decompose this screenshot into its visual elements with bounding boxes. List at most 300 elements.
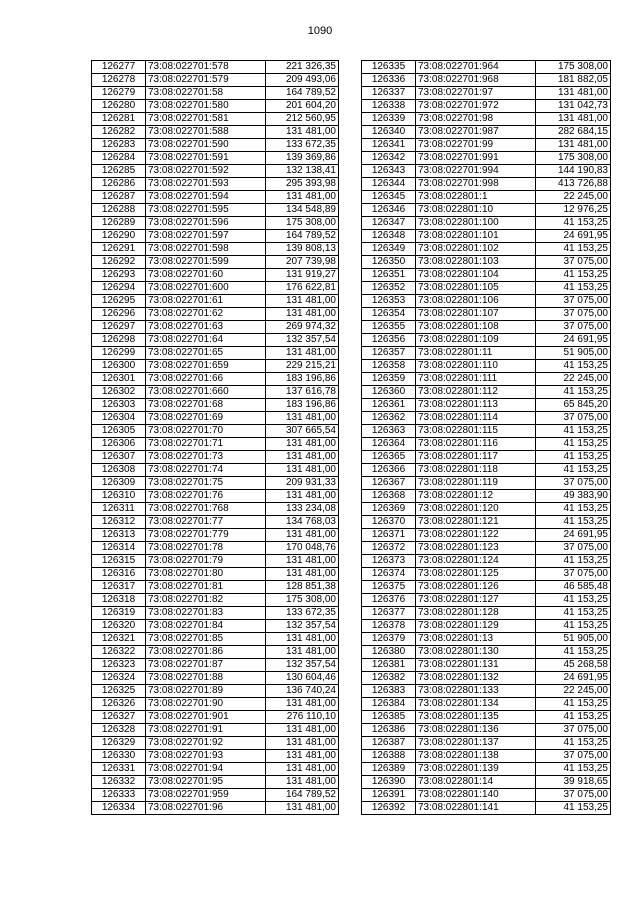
cadastral-number: 73:08:022701:594 — [146, 191, 266, 204]
cadastral-value: 41 153,25 — [536, 737, 611, 750]
table-row — [362, 438, 611, 451]
table-row — [362, 711, 611, 724]
table-row — [92, 308, 339, 321]
table-row — [362, 594, 611, 607]
table-row — [362, 607, 611, 620]
table-row — [362, 87, 611, 100]
cadastral-value: 41 153,25 — [536, 555, 611, 568]
table-row — [362, 776, 611, 789]
row-number: 126285 — [92, 165, 146, 178]
cadastral-number: 73:08:022701:82 — [146, 594, 266, 607]
row-number: 126338 — [362, 100, 416, 113]
cadastral-value: 131 481,00 — [266, 737, 339, 750]
cadastral-number: 73:08:022801:121 — [416, 516, 536, 529]
cadastral-value: 175 308,00 — [536, 152, 611, 165]
cadastral-number: 73:08:022801:138 — [416, 750, 536, 763]
row-number: 126303 — [92, 399, 146, 412]
cadastral-number: 73:08:022801:116 — [416, 438, 536, 451]
cadastral-value: 131 481,00 — [266, 308, 339, 321]
cadastral-value: 24 691,95 — [536, 230, 611, 243]
cadastral-number: 73:08:022701:968 — [416, 74, 536, 87]
row-number: 126380 — [362, 646, 416, 659]
table-row — [92, 659, 339, 672]
cadastral-number: 73:08:022701:901 — [146, 711, 266, 724]
row-number: 126370 — [362, 516, 416, 529]
table-row — [92, 711, 339, 724]
cadastral-number: 73:08:022701:76 — [146, 490, 266, 503]
row-number: 126278 — [92, 74, 146, 87]
table-row — [92, 243, 339, 256]
row-number: 126318 — [92, 594, 146, 607]
cadastral-number: 73:08:022701:591 — [146, 152, 266, 165]
row-number: 126372 — [362, 542, 416, 555]
table-row — [92, 789, 339, 802]
cadastral-value: 131 481,00 — [266, 698, 339, 711]
row-number: 126378 — [362, 620, 416, 633]
row-number: 126353 — [362, 295, 416, 308]
cadastral-number: 73:08:022701:595 — [146, 204, 266, 217]
cadastral-value: 131 481,00 — [266, 568, 339, 581]
row-number: 126349 — [362, 243, 416, 256]
table-row — [362, 503, 611, 516]
table-row — [362, 334, 611, 347]
cadastral-number: 73:08:022701:596 — [146, 217, 266, 230]
cadastral-number: 73:08:022701:597 — [146, 230, 266, 243]
cadastral-number: 73:08:022701:83 — [146, 607, 266, 620]
table-row — [92, 74, 339, 87]
row-number: 126368 — [362, 490, 416, 503]
cadastral-value: 139 369,86 — [266, 152, 339, 165]
cadastral-value: 24 691,95 — [536, 529, 611, 542]
cadastral-number: 73:08:022701:70 — [146, 425, 266, 438]
cadastral-value: 131 481,00 — [266, 776, 339, 789]
row-number: 126290 — [92, 230, 146, 243]
cadastral-number: 73:08:022801:103 — [416, 256, 536, 269]
cadastral-number: 73:08:022701:580 — [146, 100, 266, 113]
cadastral-number: 73:08:022801:140 — [416, 789, 536, 802]
table-row — [92, 776, 339, 789]
row-number: 126333 — [92, 789, 146, 802]
cadastral-value: 133 672,35 — [266, 607, 339, 620]
row-number: 126337 — [362, 87, 416, 100]
cadastral-number: 73:08:022701:96 — [146, 802, 266, 815]
cadastral-value: 175 308,00 — [266, 594, 339, 607]
row-number: 126299 — [92, 347, 146, 360]
row-number: 126381 — [362, 659, 416, 672]
table-row — [362, 295, 611, 308]
row-number: 126352 — [362, 282, 416, 295]
cadastral-value: 12 976,25 — [536, 204, 611, 217]
table-row — [362, 74, 611, 87]
cadastral-value: 41 153,25 — [536, 711, 611, 724]
row-number: 126327 — [92, 711, 146, 724]
cadastral-number: 73:08:022701:58 — [146, 87, 266, 100]
cadastral-number: 73:08:022801:10 — [416, 204, 536, 217]
cadastral-number: 73:08:022701:97 — [416, 87, 536, 100]
cadastral-number: 73:08:022701:84 — [146, 620, 266, 633]
cadastral-number: 73:08:022801:139 — [416, 763, 536, 776]
table-row — [362, 243, 611, 256]
cadastral-number: 73:08:022801:109 — [416, 334, 536, 347]
cadastral-value: 139 808,13 — [266, 243, 339, 256]
table-row — [92, 87, 339, 100]
table-row — [92, 685, 339, 698]
cadastral-number: 73:08:022801:123 — [416, 542, 536, 555]
cadastral-number: 73:08:022801:120 — [416, 503, 536, 516]
table-row — [92, 698, 339, 711]
row-number: 126321 — [92, 633, 146, 646]
table-row — [92, 282, 339, 295]
register-table-right — [361, 60, 611, 815]
cadastral-value: 131 481,00 — [266, 646, 339, 659]
cadastral-value: 131 481,00 — [266, 126, 339, 139]
cadastral-number: 73:08:022801:122 — [416, 529, 536, 542]
row-number: 126295 — [92, 295, 146, 308]
row-number: 126287 — [92, 191, 146, 204]
row-number: 126315 — [92, 555, 146, 568]
cadastral-value: 131 481,00 — [266, 633, 339, 646]
cadastral-value: 131 481,00 — [266, 529, 339, 542]
cadastral-number: 73:08:022701:600 — [146, 282, 266, 295]
row-number: 126340 — [362, 126, 416, 139]
row-number: 126307 — [92, 451, 146, 464]
row-number: 126335 — [362, 61, 416, 74]
cadastral-value: 132 357,54 — [266, 620, 339, 633]
row-number: 126316 — [92, 568, 146, 581]
table-row — [362, 789, 611, 802]
row-number: 126362 — [362, 412, 416, 425]
cadastral-number: 73:08:022801:141 — [416, 802, 536, 815]
table-row — [92, 425, 339, 438]
cadastral-number: 73:08:022701:65 — [146, 347, 266, 360]
cadastral-value: 41 153,25 — [536, 620, 611, 633]
cadastral-value: 131 481,00 — [266, 451, 339, 464]
cadastral-value: 46 585,48 — [536, 581, 611, 594]
table-row — [92, 256, 339, 269]
table-row — [92, 607, 339, 620]
table-row — [92, 139, 339, 152]
table-row — [92, 347, 339, 360]
table-row — [362, 191, 611, 204]
table-row — [92, 581, 339, 594]
cadastral-number: 73:08:022701:62 — [146, 308, 266, 321]
cadastral-number: 73:08:022701:593 — [146, 178, 266, 191]
row-number: 126341 — [362, 139, 416, 152]
cadastral-number: 73:08:022701:592 — [146, 165, 266, 178]
cadastral-number: 73:08:022801:119 — [416, 477, 536, 490]
cadastral-value: 37 075,00 — [536, 724, 611, 737]
row-number: 126329 — [92, 737, 146, 750]
table-row — [362, 464, 611, 477]
cadastral-value: 131 481,00 — [266, 763, 339, 776]
row-number: 126342 — [362, 152, 416, 165]
row-number: 126289 — [92, 217, 146, 230]
cadastral-value: 175 308,00 — [536, 61, 611, 74]
cadastral-number: 73:08:022701:659 — [146, 360, 266, 373]
row-number: 126354 — [362, 308, 416, 321]
row-number: 126300 — [92, 360, 146, 373]
cadastral-value: 37 075,00 — [536, 295, 611, 308]
cadastral-number: 73:08:022701:71 — [146, 438, 266, 451]
cadastral-number: 73:08:022801:128 — [416, 607, 536, 620]
row-number: 126392 — [362, 802, 416, 815]
table-row — [362, 698, 611, 711]
cadastral-value: 131 042,73 — [536, 100, 611, 113]
row-number: 126330 — [92, 750, 146, 763]
row-number: 126363 — [362, 425, 416, 438]
cadastral-value: 41 153,25 — [536, 386, 611, 399]
table-row — [362, 685, 611, 698]
row-number: 126308 — [92, 464, 146, 477]
cadastral-number: 73:08:022801:115 — [416, 425, 536, 438]
cadastral-value: 201 604,20 — [266, 100, 339, 113]
table-row — [92, 724, 339, 737]
cadastral-value: 41 153,25 — [536, 360, 611, 373]
cadastral-value: 131 481,00 — [536, 139, 611, 152]
cadastral-number: 73:08:022701:92 — [146, 737, 266, 750]
cadastral-number: 73:08:022801:117 — [416, 451, 536, 464]
table-row — [362, 620, 611, 633]
cadastral-number: 73:08:022701:60 — [146, 269, 266, 282]
row-number: 126302 — [92, 386, 146, 399]
cadastral-value: 164 789,52 — [266, 230, 339, 243]
cadastral-value: 183 196,86 — [266, 399, 339, 412]
row-number: 126292 — [92, 256, 146, 269]
table-row — [92, 165, 339, 178]
row-number: 126345 — [362, 191, 416, 204]
cadastral-value: 41 153,25 — [536, 763, 611, 776]
cadastral-value: 22 245,00 — [536, 685, 611, 698]
row-number: 126328 — [92, 724, 146, 737]
cadastral-number: 73:08:022801:134 — [416, 698, 536, 711]
table-row — [362, 633, 611, 646]
row-number: 126284 — [92, 152, 146, 165]
row-number: 126313 — [92, 529, 146, 542]
row-number: 126283 — [92, 139, 146, 152]
cadastral-value: 164 789,52 — [266, 87, 339, 100]
cadastral-number: 73:08:022701:590 — [146, 139, 266, 152]
cadastral-number: 73:08:022801:136 — [416, 724, 536, 737]
cadastral-number: 73:08:022801:113 — [416, 399, 536, 412]
table-row — [362, 399, 611, 412]
table-row — [92, 529, 339, 542]
cadastral-value: 133 234,08 — [266, 503, 339, 516]
cadastral-number: 73:08:022701:779 — [146, 529, 266, 542]
row-number: 126359 — [362, 373, 416, 386]
row-number: 126310 — [92, 490, 146, 503]
cadastral-number: 73:08:022701:78 — [146, 542, 266, 555]
row-number: 126383 — [362, 685, 416, 698]
table-row — [362, 61, 611, 74]
cadastral-number: 73:08:022701:768 — [146, 503, 266, 516]
table-row — [362, 490, 611, 503]
cadastral-value: 132 138,41 — [266, 165, 339, 178]
table-row — [362, 113, 611, 126]
row-number: 126343 — [362, 165, 416, 178]
cadastral-value: 131 481,00 — [266, 295, 339, 308]
cadastral-number: 73:08:022801:100 — [416, 217, 536, 230]
cadastral-number: 73:08:022801:14 — [416, 776, 536, 789]
row-number: 126296 — [92, 308, 146, 321]
table-row — [92, 503, 339, 516]
register-table-left — [91, 60, 339, 815]
table-row — [362, 217, 611, 230]
cadastral-value: 41 153,25 — [536, 516, 611, 529]
row-number: 126336 — [362, 74, 416, 87]
table-row — [92, 152, 339, 165]
cadastral-value: 49 383,90 — [536, 490, 611, 503]
row-number: 126334 — [92, 802, 146, 815]
table-row — [92, 360, 339, 373]
cadastral-value: 133 672,35 — [266, 139, 339, 152]
cadastral-number: 73:08:022701:73 — [146, 451, 266, 464]
table-row — [92, 763, 339, 776]
table-row — [362, 126, 611, 139]
cadastral-number: 73:08:022701:68 — [146, 399, 266, 412]
table-row — [92, 61, 339, 74]
row-number: 126391 — [362, 789, 416, 802]
row-number: 126293 — [92, 269, 146, 282]
row-number: 126309 — [92, 477, 146, 490]
row-number: 126281 — [92, 113, 146, 126]
table-row — [362, 516, 611, 529]
table-row — [362, 724, 611, 737]
cadastral-number: 73:08:022801:114 — [416, 412, 536, 425]
cadastral-number: 73:08:022701:998 — [416, 178, 536, 191]
row-number: 126324 — [92, 672, 146, 685]
cadastral-value: 45 268,58 — [536, 659, 611, 672]
cadastral-number: 73:08:022801:110 — [416, 360, 536, 373]
cadastral-number: 73:08:022801:11 — [416, 347, 536, 360]
cadastral-value: 41 153,25 — [536, 269, 611, 282]
table-row — [362, 360, 611, 373]
table-row — [92, 737, 339, 750]
cadastral-value: 131 481,00 — [536, 113, 611, 126]
table-row — [362, 269, 611, 282]
cadastral-value: 181 882,05 — [536, 74, 611, 87]
cadastral-value: 212 560,95 — [266, 113, 339, 126]
cadastral-value: 41 153,25 — [536, 607, 611, 620]
table-row — [362, 555, 611, 568]
cadastral-value: 41 153,25 — [536, 503, 611, 516]
cadastral-value: 41 153,25 — [536, 594, 611, 607]
cadastral-value: 295 393,98 — [266, 178, 339, 191]
table-row — [92, 477, 339, 490]
table-row — [92, 438, 339, 451]
cadastral-value: 51 905,00 — [536, 633, 611, 646]
cadastral-value: 131 481,00 — [266, 555, 339, 568]
cadastral-number: 73:08:022801:135 — [416, 711, 536, 724]
row-number: 126374 — [362, 568, 416, 581]
row-number: 126344 — [362, 178, 416, 191]
cadastral-number: 73:08:022701:599 — [146, 256, 266, 269]
cadastral-number: 73:08:022801:13 — [416, 633, 536, 646]
row-number: 126346 — [362, 204, 416, 217]
cadastral-number: 73:08:022701:581 — [146, 113, 266, 126]
cadastral-number: 73:08:022801:112 — [416, 386, 536, 399]
cadastral-value: 41 153,25 — [536, 802, 611, 815]
table-row — [362, 529, 611, 542]
table-row — [92, 620, 339, 633]
cadastral-value: 131 481,00 — [266, 347, 339, 360]
cadastral-value: 41 153,25 — [536, 282, 611, 295]
cadastral-value: 175 308,00 — [266, 217, 339, 230]
cadastral-number: 73:08:022801:118 — [416, 464, 536, 477]
row-number: 126367 — [362, 477, 416, 490]
table-row — [92, 399, 339, 412]
table-row — [362, 373, 611, 386]
table-row — [362, 646, 611, 659]
cadastral-number: 73:08:022701:77 — [146, 516, 266, 529]
cadastral-value: 130 604,46 — [266, 672, 339, 685]
cadastral-value: 24 691,95 — [536, 672, 611, 685]
cadastral-value: 413 726,88 — [536, 178, 611, 191]
cadastral-number: 73:08:022801:12 — [416, 490, 536, 503]
cadastral-number: 73:08:022701:991 — [416, 152, 536, 165]
cadastral-number: 73:08:022701:959 — [146, 789, 266, 802]
row-number: 126297 — [92, 321, 146, 334]
row-number: 126387 — [362, 737, 416, 750]
row-number: 126286 — [92, 178, 146, 191]
cadastral-number: 73:08:022701:98 — [416, 113, 536, 126]
table-row — [362, 347, 611, 360]
table-row — [92, 568, 339, 581]
cadastral-value: 282 684,15 — [536, 126, 611, 139]
row-number: 126322 — [92, 646, 146, 659]
cadastral-number: 73:08:022701:85 — [146, 633, 266, 646]
row-number: 126373 — [362, 555, 416, 568]
cadastral-value: 22 245,00 — [536, 191, 611, 204]
table-row — [362, 178, 611, 191]
row-number: 126320 — [92, 620, 146, 633]
row-number: 126305 — [92, 425, 146, 438]
table-row — [362, 802, 611, 815]
cadastral-number: 73:08:022801:137 — [416, 737, 536, 750]
table-row — [92, 126, 339, 139]
cadastral-number: 73:08:022801:104 — [416, 269, 536, 282]
cadastral-number: 73:08:022701:578 — [146, 61, 266, 74]
row-number: 126350 — [362, 256, 416, 269]
cadastral-number: 73:08:022701:91 — [146, 724, 266, 737]
row-number: 126361 — [362, 399, 416, 412]
row-number: 126279 — [92, 87, 146, 100]
cadastral-value: 269 974,32 — [266, 321, 339, 334]
row-number: 126386 — [362, 724, 416, 737]
row-number: 126288 — [92, 204, 146, 217]
cadastral-value: 37 075,00 — [536, 308, 611, 321]
cadastral-number: 73:08:022801:107 — [416, 308, 536, 321]
row-number: 126357 — [362, 347, 416, 360]
row-number: 126347 — [362, 217, 416, 230]
cadastral-number: 73:08:022701:63 — [146, 321, 266, 334]
cadastral-number: 73:08:022701:964 — [416, 61, 536, 74]
table-row — [92, 464, 339, 477]
table-row — [92, 373, 339, 386]
cadastral-value: 131 481,00 — [266, 191, 339, 204]
row-number: 126312 — [92, 516, 146, 529]
table-row — [92, 295, 339, 308]
cadastral-value: 131 481,00 — [536, 87, 611, 100]
table-row — [362, 386, 611, 399]
cadastral-value: 170 048,76 — [266, 542, 339, 555]
cadastral-number: 73:08:022801:102 — [416, 243, 536, 256]
table-row — [92, 113, 339, 126]
cadastral-number: 73:08:022801:108 — [416, 321, 536, 334]
cadastral-value: 41 153,25 — [536, 217, 611, 230]
table-row — [362, 568, 611, 581]
cadastral-value: 37 075,00 — [536, 568, 611, 581]
cadastral-number: 73:08:022801:127 — [416, 594, 536, 607]
